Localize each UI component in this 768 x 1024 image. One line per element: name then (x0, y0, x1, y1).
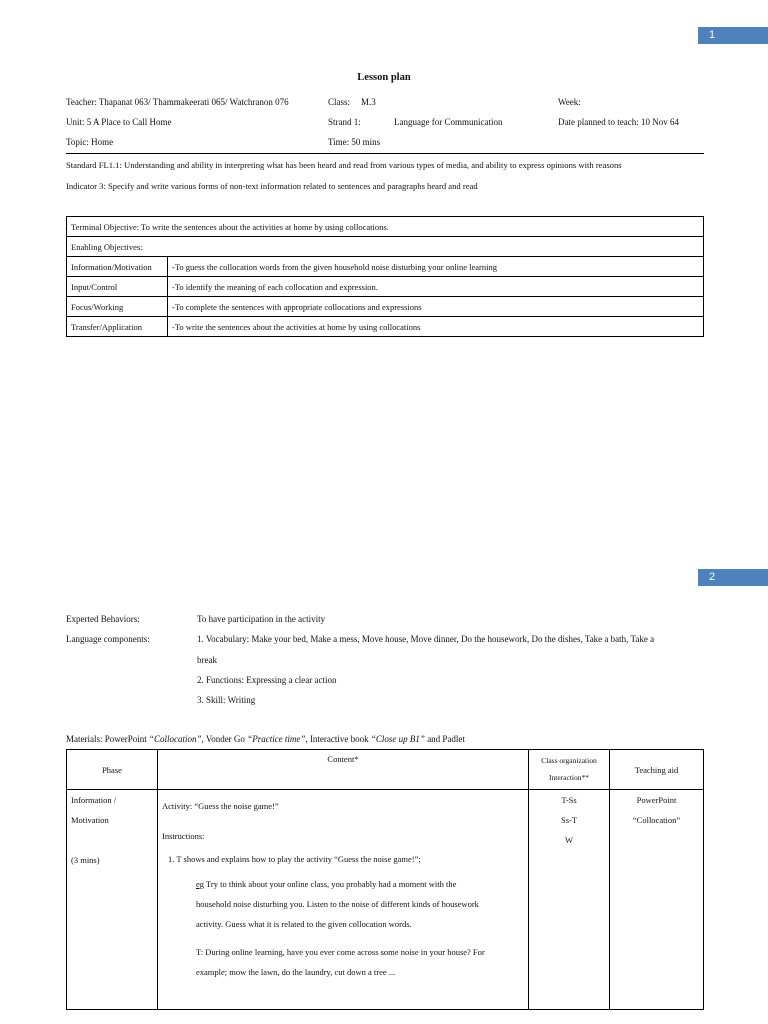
objective-label: Transfer/Application (67, 317, 168, 337)
materials-sep: , Vonder Go (201, 734, 248, 744)
expected-behaviors-value: To have participation in the activity (197, 614, 326, 624)
skill-line: 3. Skill: Writing (197, 695, 256, 705)
procedure-header-row (67, 750, 704, 790)
phase-line: Information / (71, 795, 117, 805)
spacer (71, 830, 153, 850)
materials-line (66, 733, 465, 745)
teaching-aid-header: Teaching aid (610, 750, 704, 790)
class-label: Class: (328, 97, 351, 107)
objective-row (67, 257, 704, 277)
materials-suffix: and Padlet (424, 734, 465, 744)
teacher-prompt: example; mow the lawn, do the laundry, cut down a tree ... (196, 967, 396, 977)
standard-text: Standard FL1.1: Understanding and ability in interpreting what has been heard and read from various types of media, and ability to express opinions with reasons (66, 160, 622, 170)
teaching-aid-item: PowerPoint (636, 795, 677, 805)
example-text: Try to think about your online class, you probably had a moment with the (204, 879, 457, 889)
example-line: activity. Guess what it is related to the given collocation words. (196, 919, 412, 929)
material-vonder-go: “Practice time” (247, 734, 306, 744)
objectives-table (66, 216, 704, 337)
teacher-prompt: T: During online learning, have you ever come across some noise in your house? For (196, 947, 485, 957)
vocabulary-line-cont: break (197, 655, 217, 665)
objective-text: -To guess the collocation words from the given household noise disturbing your online learning (168, 257, 704, 277)
activity-title: Activity: “Guess the noise game!” (162, 801, 279, 811)
divider (66, 153, 704, 154)
phase-line: Motivation (71, 815, 109, 825)
objective-text: -To identify the meaning of each collocation and expression. (168, 277, 704, 297)
objective-row (67, 297, 704, 317)
phase-header: Phase (67, 750, 158, 790)
indicator-text: Indicator 3: Specify and write various forms of non-text information related to sentences and paragraphs heard and read (66, 181, 478, 191)
objective-row (67, 277, 704, 297)
material-book: “Close up B1” (370, 734, 425, 744)
time-field: Time: 50 mins (328, 137, 381, 147)
example-line: household noise disturbing you. Listen to the noise of different kinds of housework (196, 899, 479, 909)
week-label: Week: (558, 97, 581, 107)
teacher-field: Teacher: Thapanat 063/ Thammakeerati 065/ Watchranon 076 (66, 97, 289, 107)
class-org-header-line2: Interaction** (549, 773, 589, 782)
spacer (162, 816, 524, 826)
objective-label: Information/Motivation (67, 257, 168, 277)
class-org-header (529, 750, 610, 790)
enabling-objectives-heading: Enabling Objectives: (67, 237, 704, 257)
procedure-row (67, 790, 704, 1010)
class-value: M.3 (361, 97, 376, 107)
page-title: Lesson plan (357, 72, 411, 83)
vocabulary-line: 1. Vocabulary: Make your bed, Make a mess, Move house, Move dinner, Do the housework, Do the dishes, Take a bath, Take a (197, 634, 655, 644)
content-cell (158, 790, 529, 1010)
materials-prefix: Materials: PowerPoint (66, 734, 149, 744)
topic-field: Topic: Home (66, 137, 114, 147)
objective-text: -To write the sentences about the activities at home by using collocations (168, 317, 704, 337)
enabling-objectives-row (67, 237, 704, 257)
interaction-item: Ss-T (560, 815, 578, 825)
spacer (162, 934, 524, 942)
objective-text: -To complete the sentences with appropriate collocations and expressions (168, 297, 704, 317)
teaching-aid-item: “Collocation” (632, 815, 681, 825)
language-components-label: Language components: (66, 634, 150, 644)
functions-line: 2. Functions: Expressing a clear action (197, 675, 337, 685)
material-powerpoint: “Collocation” (149, 734, 202, 744)
content-header: Content* (158, 750, 529, 790)
terminal-objective: Terminal Objective: To write the sentences about the activities at home by using collocations. (67, 217, 704, 237)
unit-field: Unit: 5 A Place to Call Home (66, 117, 172, 127)
instruction-step: 1. T shows and explains how to play the activity “Guess the noise game!”; (168, 854, 421, 864)
class-org-header-line1: Class organization (541, 756, 597, 765)
terminal-objective-row (67, 217, 704, 237)
date-field: Date planned to teach: 10 Nov 64 (558, 117, 679, 127)
interaction-item: T-Ss (561, 795, 577, 805)
page-number-badge: 2 (698, 569, 768, 586)
expected-behaviors-label: Experted Behaviors: (66, 614, 140, 624)
strand-value: Language for Communication (394, 117, 503, 127)
page-number-badge: 1 (698, 27, 768, 44)
interaction-item: W (564, 835, 574, 845)
example-line (162, 874, 524, 894)
interaction-cell (529, 790, 610, 1010)
phase-cell (67, 790, 158, 1010)
teaching-aid-cell (610, 790, 704, 1010)
procedure-table (66, 749, 704, 1010)
strand-label: Strand 1: (328, 117, 361, 127)
objective-label: Input/Control (67, 277, 168, 297)
materials-sep: , Interactive book (305, 734, 371, 744)
objective-label: Focus/Working (67, 297, 168, 317)
phase-duration: (3 mins) (71, 855, 100, 865)
example-label: eg (196, 879, 205, 889)
instructions-label: Instructions: (162, 831, 205, 841)
objective-row (67, 317, 704, 337)
